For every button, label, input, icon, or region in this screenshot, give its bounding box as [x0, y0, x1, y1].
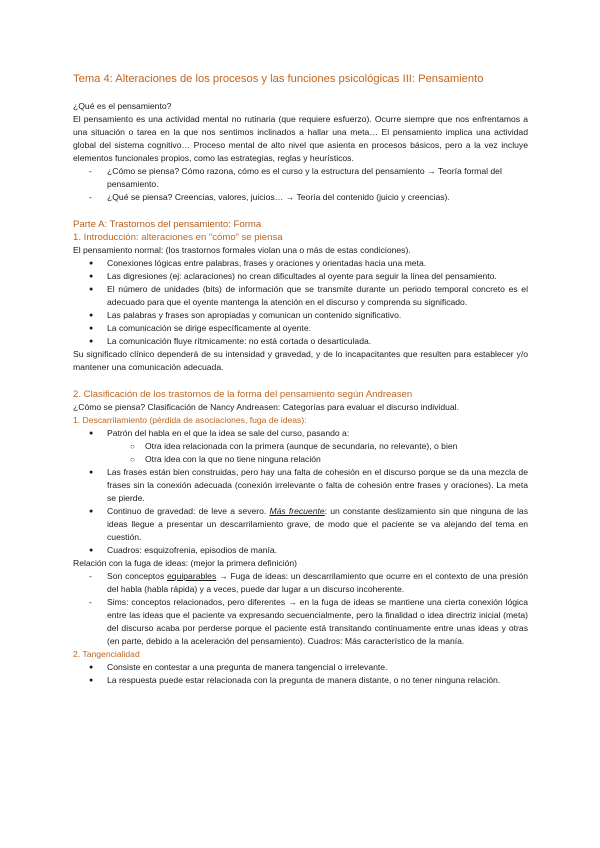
intro-list: [73, 165, 528, 204]
subsection-1-sublist: [73, 440, 528, 466]
intro-paragraph: El pensamiento es una actividad mental no rutinaria (que requiere esfuerzo). Ocurre siempre que nos enfrentamos a una situación o tarea en la que nos sentimos inclinados a hallar una meta… El pensamiento implica una actividad global del sistema cognitivo… Proceso mental de alto nivel que asienta en procesos básicos, pero a la vez incluye elementos funcionales propios, como las estrategias, reglas y heurísticos.: [73, 114, 528, 163]
list-item: ● Continuo de gravedad: de leve a severo. Más frecuente: un constante deslizamiento sin que ninguna de las ideas llegue a presentar un descarrilamiento grave, de modo que el paciente se va alejando del tema en cuestión.: [89, 506, 528, 542]
list-item: ● Patrón del habla en el que la idea se sale del curso, pasando a:: [89, 428, 350, 438]
dash-marker: -: [89, 192, 92, 202]
section-1-lead: El pensamiento normal: (los trastornos formales violan una o más de estas condiciones).: [73, 245, 411, 255]
section-2-lead: ¿Cómo se piensa? Clasificación de Nancy Andreasen: Categorías para evaluar el discurso individual.: [73, 402, 459, 412]
list-item: ○ Otra idea con la que no tiene ninguna relación: [130, 454, 321, 464]
list-item: ● La respuesta puede estar relacionada con la pregunta de manera distante, o no tener ninguna relación.: [89, 675, 501, 685]
list-item: ● La comunicación se dirige específicamente al oyente.: [89, 323, 311, 333]
subsection-2-list: [73, 661, 528, 687]
section-1-closing: Su significado clínico dependerá de su intensidad y gravedad, y de lo incapacitantes que resulten para establecer y/o mantener una comunicación adecuada.: [73, 349, 528, 372]
bullet-marker: ●: [89, 664, 94, 671]
list-item: - ¿Cómo se piensa? Cómo razona, cómo es el curso y la estructura del pensamiento → Teoría formal del pensamiento.: [89, 166, 502, 189]
bullet-marker: ●: [89, 547, 94, 554]
list-item: ● La comunicación fluye rítmicamente: no está cortada o desarticulada.: [89, 336, 372, 346]
subsection-1-list-cont: [73, 466, 528, 557]
subsection-1-list: [73, 427, 528, 440]
bullet-marker: ●: [89, 286, 94, 293]
bullet-marker: ●: [89, 273, 94, 280]
list-item: - Sims: conceptos relacionados, pero diferentes → en la fuga de ideas se mantiene una cierta conexión lógica entre las ideas que el paciente va expresando secuencialmente, pero la finalidad o idea directriz inicial (meta) del discurso acaba por perderse porque el paciente está transitando continuamente entre unas ideas y otras (en parte, debido a la aceleración del pensamiento). Cuadros: Más característico de la manía.: [89, 597, 528, 646]
list-item: ● Las digresiones (ej: aclaraciones) no crean dificultades al oyente para seguir la línea del pensamiento.: [89, 271, 497, 281]
section-1-list: [73, 257, 528, 348]
bullet-marker: ●: [89, 508, 94, 515]
section-1-heading: 1. Introducción: alteraciones en “cómo” se piensa: [73, 232, 283, 243]
list-item: ○ Otra idea relacionada con la primera (aunque de secundaria, no relevante), o bien: [130, 441, 458, 451]
bullet-marker: ●: [89, 338, 94, 345]
list-item: ● Las palabras y frases son apropiadas y comunican un contenido significativo.: [89, 310, 402, 320]
bullet-marker: ●: [89, 677, 94, 684]
list-item: ● Conexiones lógicas entre palabras, frases y oraciones y orientadas hacia una meta.: [89, 258, 427, 268]
emphasis-text: equiparables: [167, 571, 217, 581]
circle-marker: ○: [130, 455, 135, 464]
bullet-marker: ●: [89, 469, 94, 476]
list-item: - ¿Qué se piensa? Creencias, valores, juicios… → Teoría del contenido (juicio y creencias).: [89, 192, 450, 202]
relation-lead: Relación con la fuga de ideas: (mejor la primera definición): [73, 558, 298, 568]
bullet-marker: ●: [89, 312, 94, 319]
list-item: ● Cuadros: esquizofrenia, episodios de manía.: [89, 545, 278, 555]
list-item: ● El número de unidades (bits) de información que se transmite durante un periodo temporal concreto es el adecuado para que el oyente mantenga la atención en el discurso y comprenda su significado.: [89, 284, 528, 307]
list-item: ● Las frases están bien construidas, pero hay una falta de cohesión en el discurso porque se da una mezcla de frases sin la conexión adecuada (conexión irrelevante o falta de cohesión entre frases y oraciones). La meta se pierde.: [89, 467, 528, 503]
bullet-marker: ●: [89, 430, 94, 437]
relation-list: [73, 570, 528, 648]
list-item: - Son conceptos equiparables → Fuga de ideas: un descarrilamiento que ocurre en el contexto de una presión del habla (habla rápida) y a veces, puede dar lugar a un discurso incoherente.: [89, 571, 528, 594]
subsection-1-heading: 1. Descarrilamiento (pérdida de asociaciones, fuga de ideas):: [73, 415, 307, 425]
subsection-2-heading: 2. Tangencialidad: [73, 649, 140, 659]
document-page: [73, 72, 528, 687]
emphasis-text: Más frecuente: [269, 506, 325, 516]
dash-marker: -: [89, 597, 92, 607]
dash-marker: -: [89, 571, 92, 581]
intro-question: ¿Qué es el pensamiento?: [73, 101, 172, 111]
document-title: Tema 4: Alteraciones de los procesos y las funciones psicológicas III: Pensamiento: [73, 73, 484, 85]
bullet-marker: ●: [89, 325, 94, 332]
bullet-marker: ●: [89, 260, 94, 267]
dash-marker: -: [89, 166, 92, 176]
section-2-heading: 2. Clasificación de los trastornos de la forma del pensamiento según Andreasen: [73, 389, 413, 400]
part-a-heading: Parte A: Trastornos del pensamiento: Forma: [73, 219, 262, 230]
circle-marker: ○: [130, 442, 135, 451]
list-item: ● Consiste en contestar a una pregunta de manera tangencial o irrelevante.: [89, 662, 388, 672]
